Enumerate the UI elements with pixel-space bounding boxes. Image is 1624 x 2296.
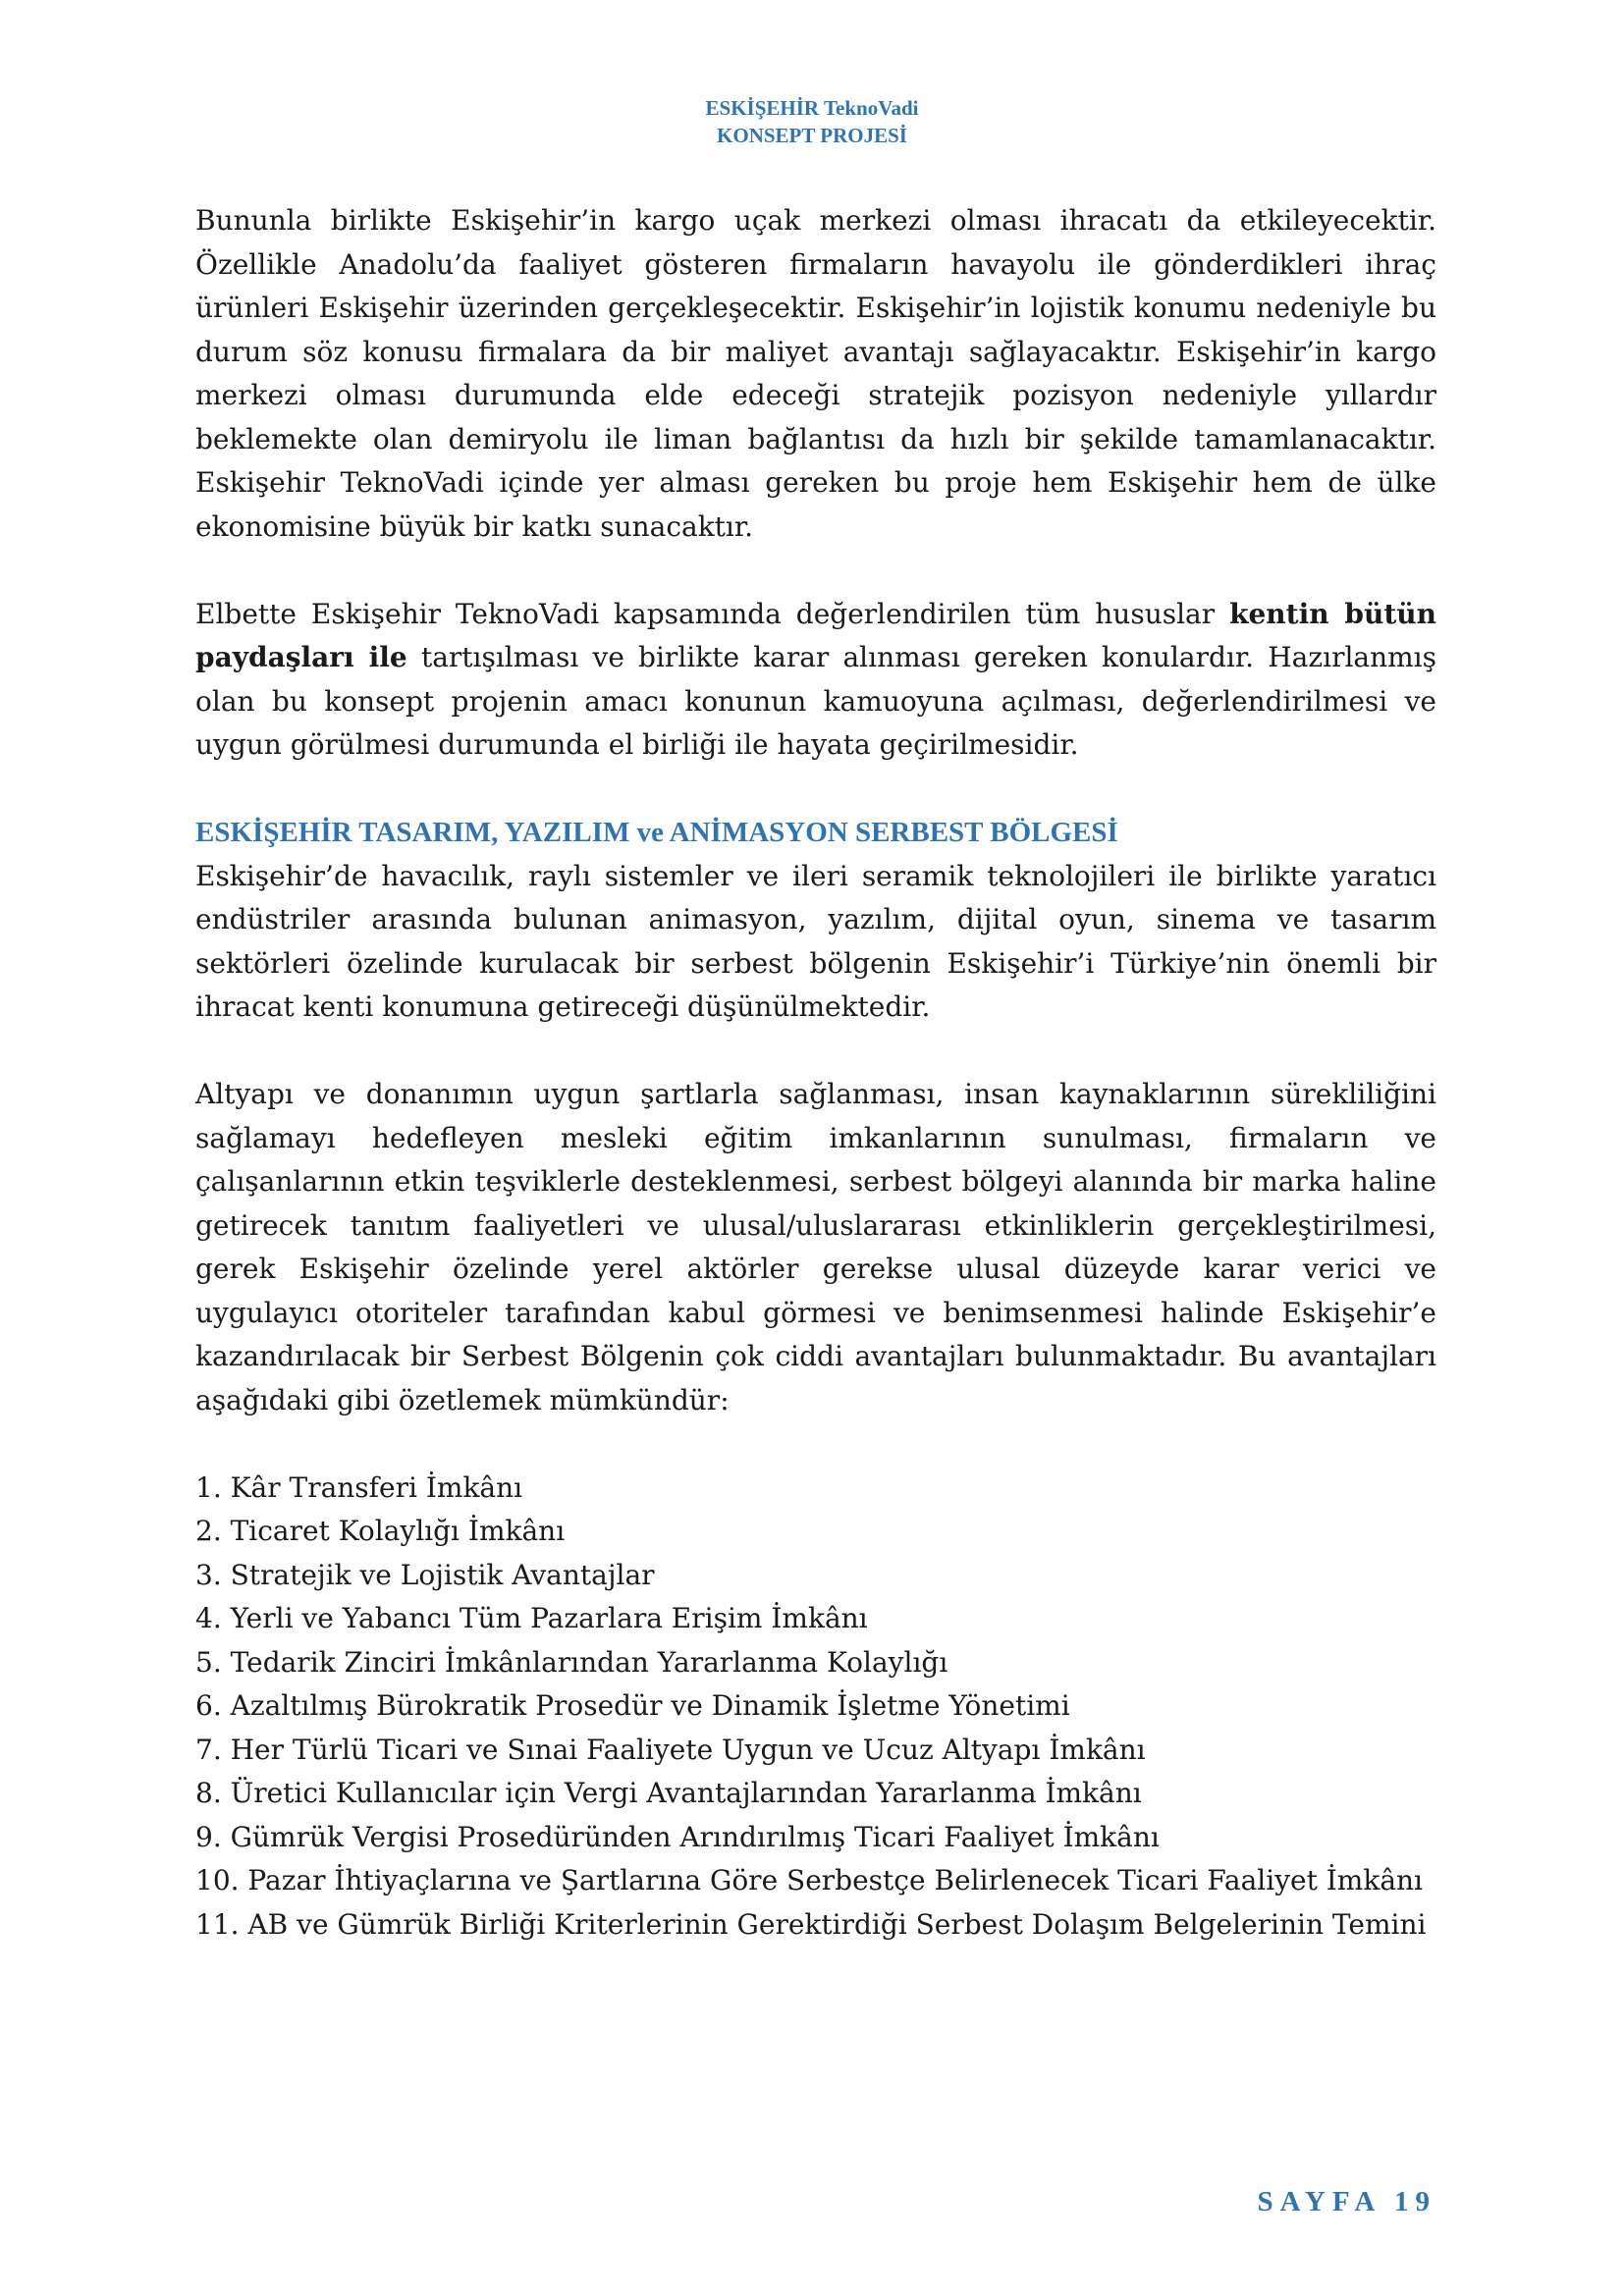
advantage-list-item: 3. Stratejik ve Lojistik Avantajlar	[195, 1558, 655, 1591]
advantage-list-item: 7. Her Türlü Ticari ve Sınai Faaliyete Uygun ve Ucuz Altyapı İmkânı	[195, 1733, 1146, 1766]
section-heading: ESKİŞEHİR TASARIM, YAZILIM ve ANİMASYON SERBEST BÖLGESİ	[195, 817, 1118, 848]
advantage-list-item: 1. Kâr Transferi İmkânı	[195, 1470, 523, 1504]
paragraph-stakeholders-emphasis: kentin bütün paydaşları ile	[195, 597, 1436, 673]
advantage-list-item: 2. Ticaret Kolaylığı İmkânı	[195, 1515, 566, 1547]
paragraph-free-zone-advantages: Altyapı ve donanımın uygun şartlarla sağlanması, insan kaynaklarının sürekliliğini sağlamayı hedefleyen mesleki eğitim imkanlarının sunulması, firmaların ve çalışanlarının etkin teşviklerle desteklenmesi, serbest bölgeyi alanında bir marka haline getirecek tanıtım faaliyetleri ve ulusal/uluslararası etkinliklerin gerçekleştirilmesi, gerek Eskişehir özelinde yerel aktörler gerekse ulusal düzeyde karar verici ve uygulayıcı otoriteler tarafından kabul görmesi ve benimsenmesi halinde Eskişehir’e kazandırılacak bir Serbest Bölgenin çok ciddi avantajları bulunmaktadır. Bu avantajları aşağıdaki gibi özetlemek mümkündür:	[195, 1078, 1436, 1416]
page-header	[0, 94, 1624, 149]
paragraph-cargo-hub: Bununla birlikte Eskişehir’in kargo uçak merkezi olması ihracatı da etkileyecektir. Özellikle Anadolu’da faaliyet gösteren firmaların havayolu ile gönderdikleri ihraç ürünleri Eskişehir üzerinden gerçekleşecektir. Eskişehir’in lojistik konumu nedeniyle bu durum söz konusu firmalara da bir maliyet avantajı sağlayacaktır. Eskişehir’in kargo merkezi olması durumunda elde edeceği stratejik pozisyon nedeniyle yıllardır beklemekte olan demiryolu ile liman bağlantısı da hızlı bir şekilde tamamlanacaktır. Eskişehir TeknoVadi içinde yer alması gereken bu proje hem Eskişehir hem de ülke ekonomisine büyük bir katkı sunacaktır.	[195, 204, 1436, 543]
advantage-list-item: 5. Tedarik Zinciri İmkânlarından Yararlanma Kolaylığı	[195, 1645, 948, 1679]
paragraph-free-zone-intro: Eskişehir’de havacılık, raylı sistemler ve ileri seramik teknolojileri ile birlikte yaratıcı endüstriler arasında bulunan animasyon, yazılım, dijital oyun, sinema ve tasarım sektörleri özelinde kurulacak bir serbest bölgenin Eskişehir’i Türkiye’nin önemli bir ihracat kenti konumuna getireceği düşünülmektedir.	[195, 859, 1436, 1023]
advantage-list-item: 6. Azaltılmış Bürokratik Prosedür ve Dinamik İşletme Yönetimi	[195, 1689, 1070, 1722]
advantage-list-item: 11. AB ve Gümrük Birliği Kriterlerinin Gerektirdiği Serbest Dolaşım Belgelerinin Temini	[195, 1907, 1427, 1941]
document-body	[195, 199, 1436, 1947]
header-title: ESKİŞEHİR TeknoVadi	[705, 96, 919, 120]
advantage-list-item: 9. Gümrük Vergisi Prosedüründen Arındırılmış Ticari Faaliyet İmkânı	[195, 1820, 1160, 1853]
header-subtitle: KONSEPT PROJESİ	[717, 124, 907, 147]
paragraph-stakeholders-start: Elbette Eskişehir TeknoVadi kapsamında değerlendirilen tüm hususlar	[195, 597, 1230, 630]
paragraph-stakeholders-end: tartışılması ve birlikte karar alınması gereken konulardır. Hazırlanmış olan bu konsept projenin amacı konunun kamuoyuna açılması, değerlendirilmesi ve uygun görülmesi durumunda el birliği ile hayata geçirilmesidir.	[195, 641, 1437, 761]
advantages-list	[195, 1467, 1436, 1948]
advantage-list-item: 8. Üretici Kullanıcılar için Vergi Avantajlarından Yararlanma İmkânı	[195, 1777, 1142, 1809]
paragraph-stakeholders	[195, 593, 1436, 768]
advantage-list-item: 4. Yerli ve Yabancı Tüm Pazarlara Erişim İmkânı	[195, 1602, 868, 1634]
advantage-list-item: 10. Pazar İhtiyaçlarına ve Şartlarına Göre Serbestçe Belirlenecek Ticari Faaliyet İmkânı	[195, 1864, 1424, 1896]
page-number: SAYFA 19	[1257, 2186, 1436, 2217]
